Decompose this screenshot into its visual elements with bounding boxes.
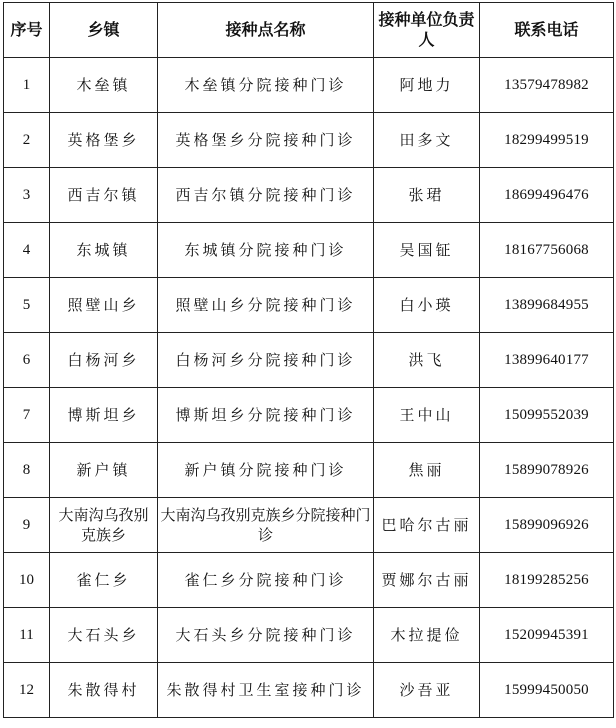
row-phone: 13899684955: [480, 278, 614, 333]
table-row: [4, 663, 614, 718]
row-person: 白小瑛: [374, 278, 480, 333]
row-index: 5: [4, 278, 50, 333]
row-index: 1: [4, 58, 50, 113]
row-phone: 15099552039: [480, 388, 614, 443]
row-index: 6: [4, 333, 50, 388]
row-person: 阿地力: [374, 58, 480, 113]
row-index: 12: [4, 663, 50, 718]
row-index: 10: [4, 553, 50, 608]
row-site: 木垒镇分院接种门诊: [158, 58, 374, 113]
row-site: 照壁山乡分院接种门诊: [158, 278, 374, 333]
table-row: [4, 333, 614, 388]
row-person: 王中山: [374, 388, 480, 443]
row-phone: 15209945391: [480, 608, 614, 663]
row-township: 新户镇: [50, 443, 158, 498]
row-township: 东城镇: [50, 223, 158, 278]
row-person: 张珺: [374, 168, 480, 223]
row-site: 东城镇分院接种门诊: [158, 223, 374, 278]
row-township: 木垒镇: [50, 58, 158, 113]
row-phone: 13579478982: [480, 58, 614, 113]
row-township: 朱散得村: [50, 663, 158, 718]
row-phone: 15899096926: [480, 498, 614, 553]
row-person: 贾娜尔古丽: [374, 553, 480, 608]
row-index: 8: [4, 443, 50, 498]
row-person: 田多文: [374, 113, 480, 168]
header-row: [4, 3, 614, 58]
row-index: 3: [4, 168, 50, 223]
row-township: 英格堡乡: [50, 113, 158, 168]
row-index: 9: [4, 498, 50, 553]
row-site: 白杨河乡分院接种门诊: [158, 333, 374, 388]
row-index: 11: [4, 608, 50, 663]
row-phone: 13899640177: [480, 333, 614, 388]
row-person: 巴哈尔古丽: [374, 498, 480, 553]
table-row: [4, 168, 614, 223]
row-phone: 18167756068: [480, 223, 614, 278]
row-index: 4: [4, 223, 50, 278]
row-site: 博斯坦乡分院接种门诊: [158, 388, 374, 443]
table-row: [4, 443, 614, 498]
row-person: 洪飞: [374, 333, 480, 388]
table-row: [4, 223, 614, 278]
row-site: 大南沟乌孜别克族乡分院接种门诊: [158, 498, 374, 553]
row-site: 英格堡乡分院接种门诊: [158, 113, 374, 168]
row-phone: 18199285256: [480, 553, 614, 608]
header-index: 序号: [4, 3, 50, 58]
row-township: 白杨河乡: [50, 333, 158, 388]
row-person: 吴国钲: [374, 223, 480, 278]
row-phone: 18299499519: [480, 113, 614, 168]
row-site: 大石头乡分院接种门诊: [158, 608, 374, 663]
header-site: 接种点名称: [158, 3, 374, 58]
row-township: 大石头乡: [50, 608, 158, 663]
row-person: 焦丽: [374, 443, 480, 498]
row-index: 2: [4, 113, 50, 168]
table-row: [4, 498, 614, 553]
table-row: [4, 608, 614, 663]
row-index: 7: [4, 388, 50, 443]
row-township: 雀仁乡: [50, 553, 158, 608]
row-person: 沙吾亚: [374, 663, 480, 718]
table-row: [4, 58, 614, 113]
row-township: 西吉尔镇: [50, 168, 158, 223]
row-site: 西吉尔镇分院接种门诊: [158, 168, 374, 223]
table-row: [4, 388, 614, 443]
table-row: [4, 553, 614, 608]
table-row: [4, 278, 614, 333]
header-person: 接种单位负责人: [374, 3, 480, 58]
table-row: [4, 113, 614, 168]
row-phone: 15999450050: [480, 663, 614, 718]
row-phone: 15899078926: [480, 443, 614, 498]
header-phone: 联系电话: [480, 3, 614, 58]
row-township: 大南沟乌孜别克族乡: [50, 498, 158, 553]
row-township: 博斯坦乡: [50, 388, 158, 443]
row-site: 新户镇分院接种门诊: [158, 443, 374, 498]
row-site: 雀仁乡分院接种门诊: [158, 553, 374, 608]
header-township: 乡镇: [50, 3, 158, 58]
row-site: 朱散得村卫生室接种门诊: [158, 663, 374, 718]
row-phone: 18699496476: [480, 168, 614, 223]
row-person: 木拉提俭: [374, 608, 480, 663]
vaccination-sites-table: [3, 2, 614, 718]
row-township: 照壁山乡: [50, 278, 158, 333]
